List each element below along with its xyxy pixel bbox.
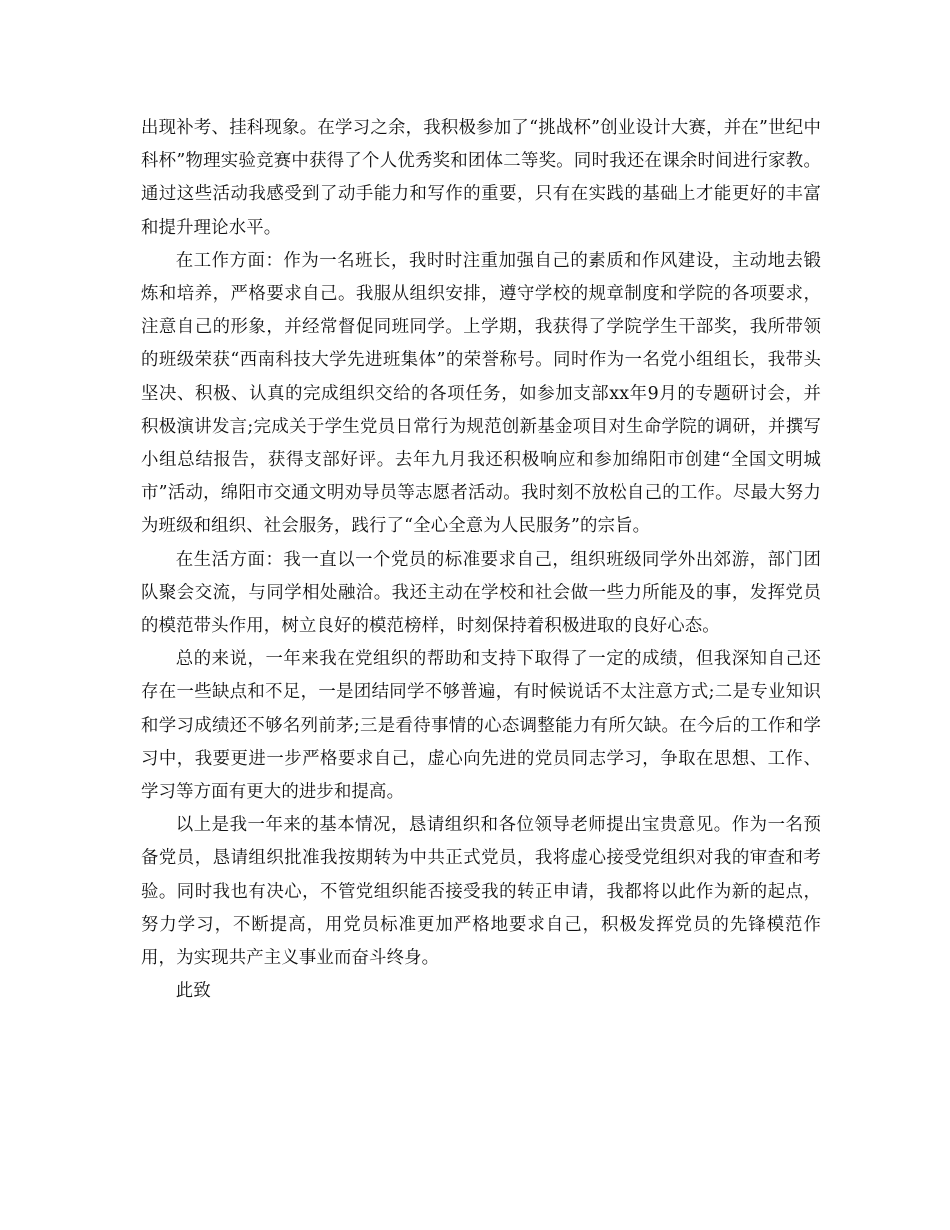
paragraph-work: 在工作方面：作为一名班长，我时时注重加强自己的素质和作风建设，主动地去锻炼和培养，严格要求自己。我服从组织安排，遵守学校的规章制度和学院的各项要求，注意自己的形象，并经常督促同班同学。上学期，我获得了学院学生干部奖，我所带领的班级荣获“西南科技大学先进班集体”的荣誉称号。同时作为一名党小组组长，我带头坚决、积极、认真的完成组织交给的各项任务，如参加支部xx年9月的专题研讨会，并积极演讲发言;完成关于学生党员日常行为规范创新基金项目对生命学院的调研，并撰写小组总结报告，获得支部好评。去年九月我还积极响应和参加绵阳市创建“全国文明城市”活动，绵阳市交通文明劝导员等志愿者活动。我时刻不放松自己的工作。尽最大努力为班级和组织、社会服务，践行了“全心全意为人民服务”的宗旨。 <box>141 250 821 537</box>
paragraph-summary: 总的来说，一年来我在党组织的帮助和支持下取得了一定的成绩，但我深知自己还存在一些缺点和不足，一是团结同学不够普遍，有时候说话不太注意方式;二是专业知识和学习成绩还不够名列前茅;三是看待事情的心态调整能力有所欠缺。在今后的工作和学习中，我要更进一步严格要求自己，虚心向先进的党员同志学习，争取在思想、工作、学习等方面有更大的进步和提高。 <box>141 649 821 803</box>
paragraph-life: 在生活方面：我一直以一个党员的标准要求自己，组织班级同学外出郊游，部门团队聚会交流，与同学相处融洽。我还主动在学校和社会做一些力所能及的事，发挥党员的模范带头作用，树立良好的模范榜样，时刻保持着积极进取的良好心态。 <box>141 549 821 637</box>
document-body <box>141 112 821 1008</box>
closing-salutation: 此致 <box>175 981 211 1002</box>
paragraph-study-continued: 出现补考、挂科现象。在学习之余，我积极参加了“挑战杯”创业设计大赛，并在”世纪中科杯”物理实验竞赛中获得了个人优秀奖和团体二等奖。同时我还在课余时间进行家教。通过这些活动我感受到了动手能力和写作的重要，只有在实践的基础上才能更好的丰富和提升理论水平。 <box>141 118 821 238</box>
paragraph-request: 以上是我一年来的基本情况，恳请组织和各位领导老师提出宝贵意见。作为一名预备党员，恳请组织批准我按期转为中共正式党员，我将虚心接受党组织对我的审查和考验。同时我也有决心，不管党组织能否接受我的转正申请，我都将以此作为新的起点，努力学习，不断提高，用党员标准更加严格地要求自己，积极发挥党员的先锋模范作用，为实现共产主义事业而奋斗终身。 <box>141 815 821 969</box>
